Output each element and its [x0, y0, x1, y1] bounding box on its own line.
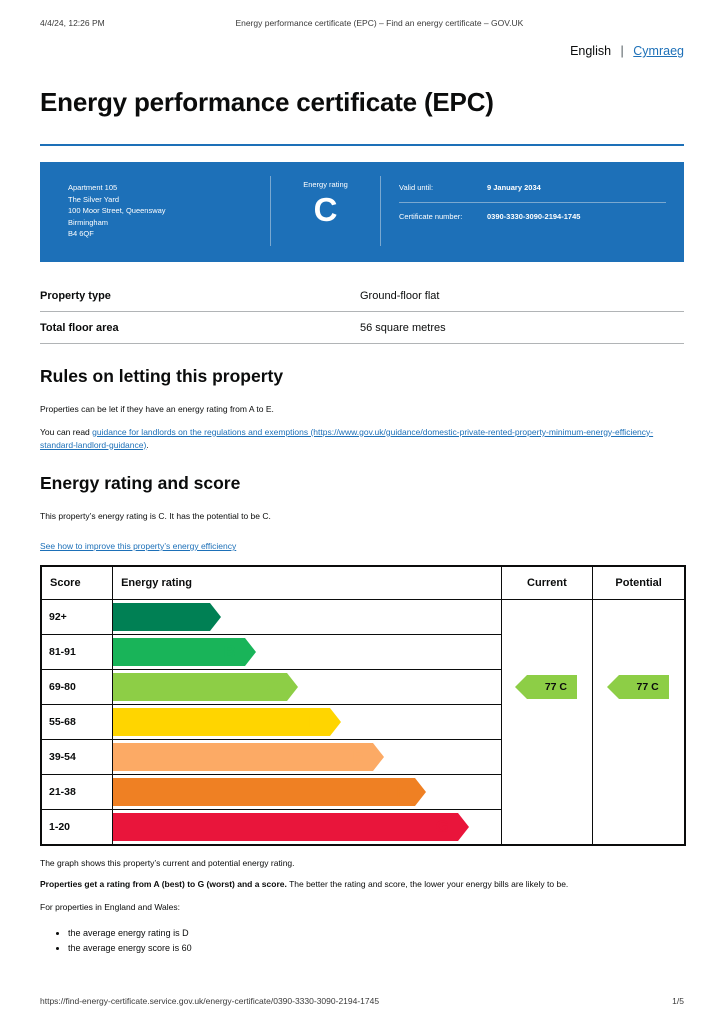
- energy-rating-heading: Energy rating and score: [40, 473, 241, 494]
- guidance-suffix: .: [146, 439, 149, 450]
- rating-explanation-bold: Properties get a rating from A (best) to G (worst) and a score.: [40, 879, 287, 890]
- band-letter: G: [435, 817, 449, 837]
- energy-rating-block: [270, 176, 380, 246]
- valid-until-row: [399, 180, 666, 203]
- band-bar-cell: [113, 600, 501, 635]
- table-row: [40, 312, 684, 344]
- print-header: [40, 0, 684, 28]
- band-letter: B: [223, 642, 236, 662]
- band-bar-cell: [113, 775, 501, 810]
- improve-efficiency-link[interactable]: See how to improve this property’s energy efficiency: [40, 541, 237, 552]
- current-rating-tag-text: 77 C: [544, 681, 567, 694]
- current-rating-tag: [527, 675, 577, 699]
- band-bar: [113, 603, 210, 631]
- list-item: • the average energy rating is D: [68, 926, 684, 941]
- col-header-energy-rating: Energy rating: [113, 567, 501, 600]
- address-line: 100 Moor Street, Queensway: [68, 206, 166, 216]
- band-bar: [113, 708, 330, 736]
- certificate-meta: [380, 176, 684, 246]
- col-header-potential: Potential: [593, 567, 685, 600]
- band-score: 21-38: [42, 775, 113, 810]
- band-letter: E: [352, 747, 364, 767]
- valid-until-label: Valid until:: [399, 182, 434, 192]
- band-bar: [113, 743, 373, 771]
- improve-efficiency-paragraph: [40, 541, 684, 551]
- footer-page-number: 1/5: [672, 996, 684, 1006]
- band-letter: A: [188, 607, 201, 627]
- letting-rules-heading: Rules on letting this property: [40, 366, 284, 387]
- band-score: 69-80: [42, 670, 113, 705]
- rating-explanation-tail: The better the rating and score, the lower your energy bills are likely to be.: [286, 879, 569, 890]
- average-list: [40, 926, 684, 957]
- band-bar: [113, 778, 415, 806]
- col-header-current: Current: [501, 567, 593, 600]
- band-score: 55-68: [42, 705, 113, 740]
- property-details-table: [40, 280, 684, 344]
- current-rating-cell: [501, 600, 593, 845]
- band-bar-cell: [113, 705, 501, 740]
- property-type-label: Property type: [40, 280, 360, 312]
- england-wales-intro: For properties in England and Wales:: [40, 901, 181, 912]
- address-line: Apartment 105: [68, 182, 118, 192]
- epc-summary-banner: [40, 162, 684, 262]
- certificate-number-label: Certificate number:: [399, 212, 463, 222]
- graph-caption: The graph shows this property’s current and potential energy rating.: [40, 858, 295, 869]
- band-bar-cell: [113, 670, 501, 705]
- band-bar-cell: [113, 635, 501, 670]
- band-score: 39-54: [42, 740, 113, 775]
- band-score: 1-20: [42, 810, 113, 845]
- certificate-number-row: [399, 203, 666, 229]
- potential-rating-tag: [619, 675, 669, 699]
- epc-rating-graph: [40, 565, 686, 846]
- landlord-guidance-link[interactable]: guidance for landlords on the regulations and exemptions (https://www.gov.uk/guidance/domestic-private-rented-property-minimum-energy-efficiency-standard-landlord-guidance): [40, 426, 654, 450]
- band-bar: [113, 673, 287, 701]
- page-title: Energy performance certificate (EPC): [40, 87, 494, 117]
- rating-explanation: [40, 878, 684, 891]
- col-header-score: Score: [42, 567, 113, 600]
- language-current: English: [570, 44, 612, 58]
- letting-rules-paragraph: Properties can be let if they have an energy rating from A to E.: [40, 404, 274, 415]
- energy-rating-letter: C: [313, 190, 338, 228]
- property-type-value: Ground-floor flat: [360, 280, 684, 312]
- title-divider: [40, 144, 684, 146]
- print-date: 4/4/24, 12:26 PM: [40, 18, 105, 28]
- language-toggle: [40, 44, 684, 58]
- graph-band-row: [42, 600, 685, 635]
- graph-header-row: [42, 567, 685, 600]
- band-letter: C: [266, 677, 279, 697]
- band-bar: [113, 638, 245, 666]
- property-address: [40, 176, 270, 246]
- potential-rating-cell: [593, 600, 685, 845]
- band-score: 92+: [42, 600, 113, 635]
- total-floor-area-value: 56 square metres: [360, 312, 684, 344]
- band-letter: F: [395, 782, 407, 802]
- language-link-welsh[interactable]: Cymraeg: [633, 44, 684, 58]
- band-score: 81-91: [42, 635, 113, 670]
- footer-url: https://find-energy-certificate.service.gov.uk/energy-certificate/0390-3330-3090-2194-1745: [40, 996, 380, 1006]
- page-footer: [40, 996, 684, 1006]
- print-title: Energy performance certificate (EPC) – Find an energy certificate – GOV.UK: [235, 18, 524, 28]
- band-bar-cell: [113, 810, 501, 845]
- energy-rating-label: Energy rating: [303, 179, 348, 189]
- landlord-guidance-paragraph: [40, 426, 684, 452]
- band-bar-cell: [113, 740, 501, 775]
- guidance-prefix: You can read: [40, 426, 93, 437]
- language-separator: |: [620, 44, 624, 58]
- band-bar: [113, 813, 458, 841]
- table-row: [40, 280, 684, 312]
- list-item: • the average energy score is 60: [68, 941, 684, 956]
- valid-until-value: 9 January 2034: [487, 182, 541, 192]
- certificate-number-value: 0390-3330-3090-2194-1745: [487, 212, 581, 222]
- potential-rating-tag-text: 77 C: [636, 681, 659, 694]
- total-floor-area-label: Total floor area: [40, 312, 360, 344]
- address-line: Birmingham: [68, 217, 109, 227]
- band-letter: D: [308, 712, 322, 732]
- energy-rating-summary: This property’s energy rating is C. It has the potential to be C.: [40, 511, 271, 522]
- address-line: The Silver Yard: [68, 194, 119, 204]
- address-line: B4 6QF: [68, 229, 94, 239]
